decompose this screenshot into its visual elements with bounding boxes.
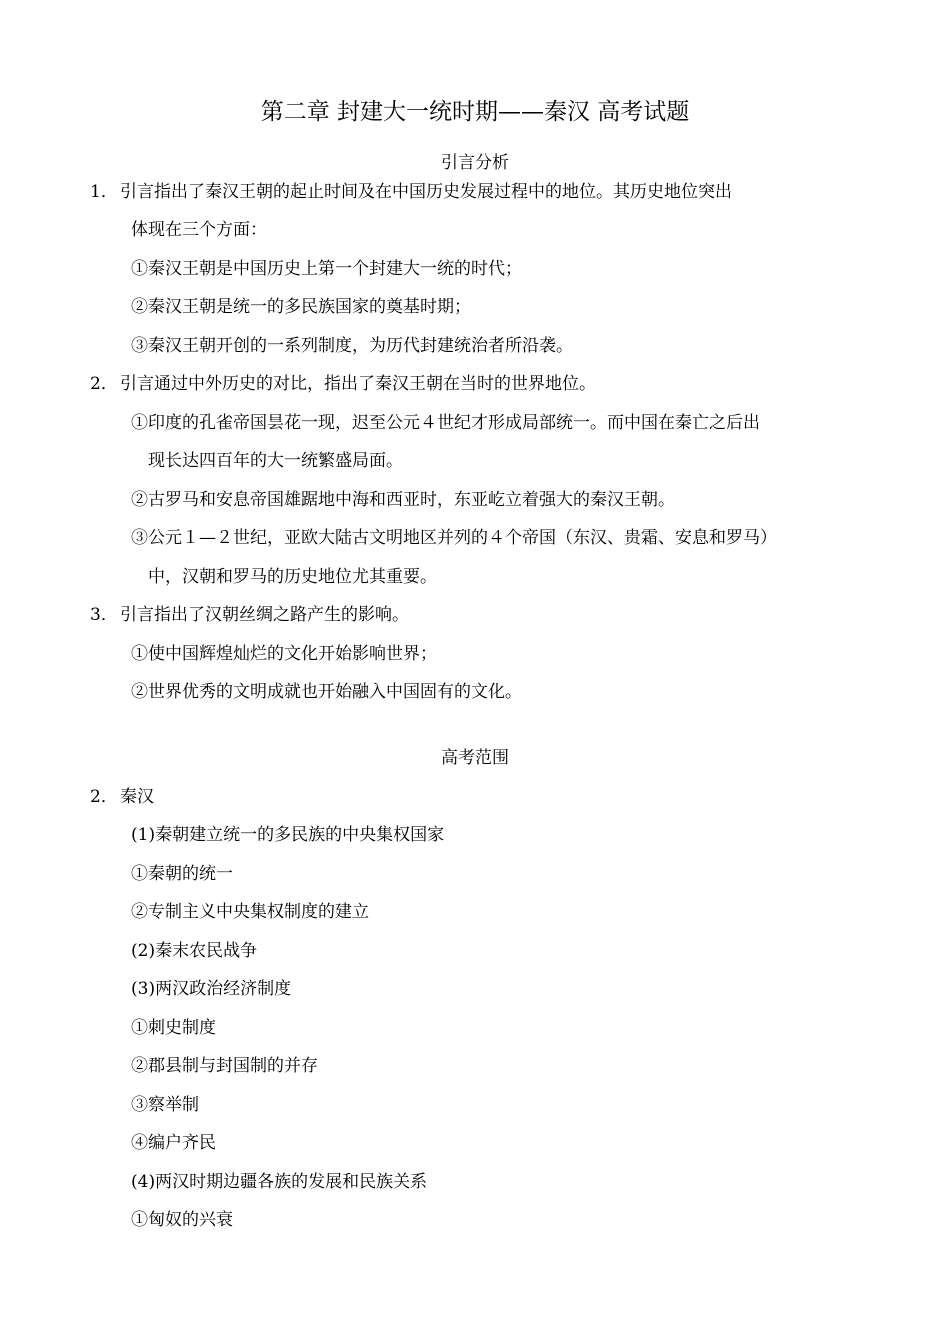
sub-point-continuation: 中，汉朝和罗马的历史地位尤其重要。 xyxy=(148,567,437,587)
item-text: 引言指出了秦汉王朝的起止时间及在中国历史发展过程中的地位。其历史地位突出 xyxy=(120,182,732,202)
scope-line: ③察举制 xyxy=(131,1095,199,1115)
sub-point: ②秦汉王朝是统一的多民族国家的奠基时期； xyxy=(131,297,471,317)
scope-line: ②专制主义中央集权制度的建立 xyxy=(131,902,369,922)
scope-line: ④编户齐民 xyxy=(131,1133,216,1153)
sub-point: ③秦汉王朝开创的一系列制度，为历代封建统治者所沿袭。 xyxy=(131,336,573,356)
item-number: 2． xyxy=(90,374,118,394)
sub-point: ②世界优秀的文明成就也开始融入中国固有的文化。 xyxy=(131,682,522,702)
section-heading-scope: 高考范围 xyxy=(441,748,509,768)
scope-line: ①秦朝的统一 xyxy=(131,864,233,884)
item-number: 2． xyxy=(90,787,118,807)
scope-line: (3)两汉政治经济制度 xyxy=(131,979,292,999)
scope-line: ①刺史制度 xyxy=(131,1018,216,1038)
item-continuation: 体现在三个方面： xyxy=(131,220,267,240)
item-text: 引言通过中外历史的对比，指出了秦汉王朝在当时的世界地位。 xyxy=(120,374,596,394)
scope-line: (1)秦朝建立统一的多民族的中央集权国家 xyxy=(131,825,445,845)
sub-point: ①秦汉王朝是中国历史上第一个封建大一统的时代； xyxy=(131,259,522,279)
item-number: 1． xyxy=(90,182,118,202)
item-number: 3． xyxy=(90,605,118,625)
item-text: 秦汉 xyxy=(120,787,154,807)
page-title: 第二章 封建大一统时期——秦汉 高考试题 xyxy=(260,99,690,125)
scope-line: ①匈奴的兴衰 xyxy=(131,1210,233,1230)
scope-line: (4)两汉时期边疆各族的发展和民族关系 xyxy=(131,1172,428,1192)
sub-point-continuation: 现长达四百年的大一统繁盛局面。 xyxy=(148,451,403,471)
sub-point: ①印度的孔雀帝国昙花一现，迟至公元４世纪才形成局部统一。而中国在秦亡之后出 xyxy=(131,413,760,433)
scope-line: (2)秦末农民战争 xyxy=(131,941,258,961)
sub-point: ①使中国辉煌灿烂的文化开始影响世界； xyxy=(131,644,437,664)
item-text: 引言指出了汉朝丝绸之路产生的影响。 xyxy=(120,605,409,625)
sub-point: ③公元１—２世纪，亚欧大陆古文明地区并列的４个帝国（东汉、贵霜、安息和罗马） xyxy=(131,528,777,548)
scope-line: ②郡县制与封国制的并存 xyxy=(131,1056,318,1076)
section-heading-intro: 引言分析 xyxy=(441,153,509,173)
sub-point: ②古罗马和安息帝国雄踞地中海和西亚时，东亚屹立着强大的秦汉王朝。 xyxy=(131,490,675,510)
